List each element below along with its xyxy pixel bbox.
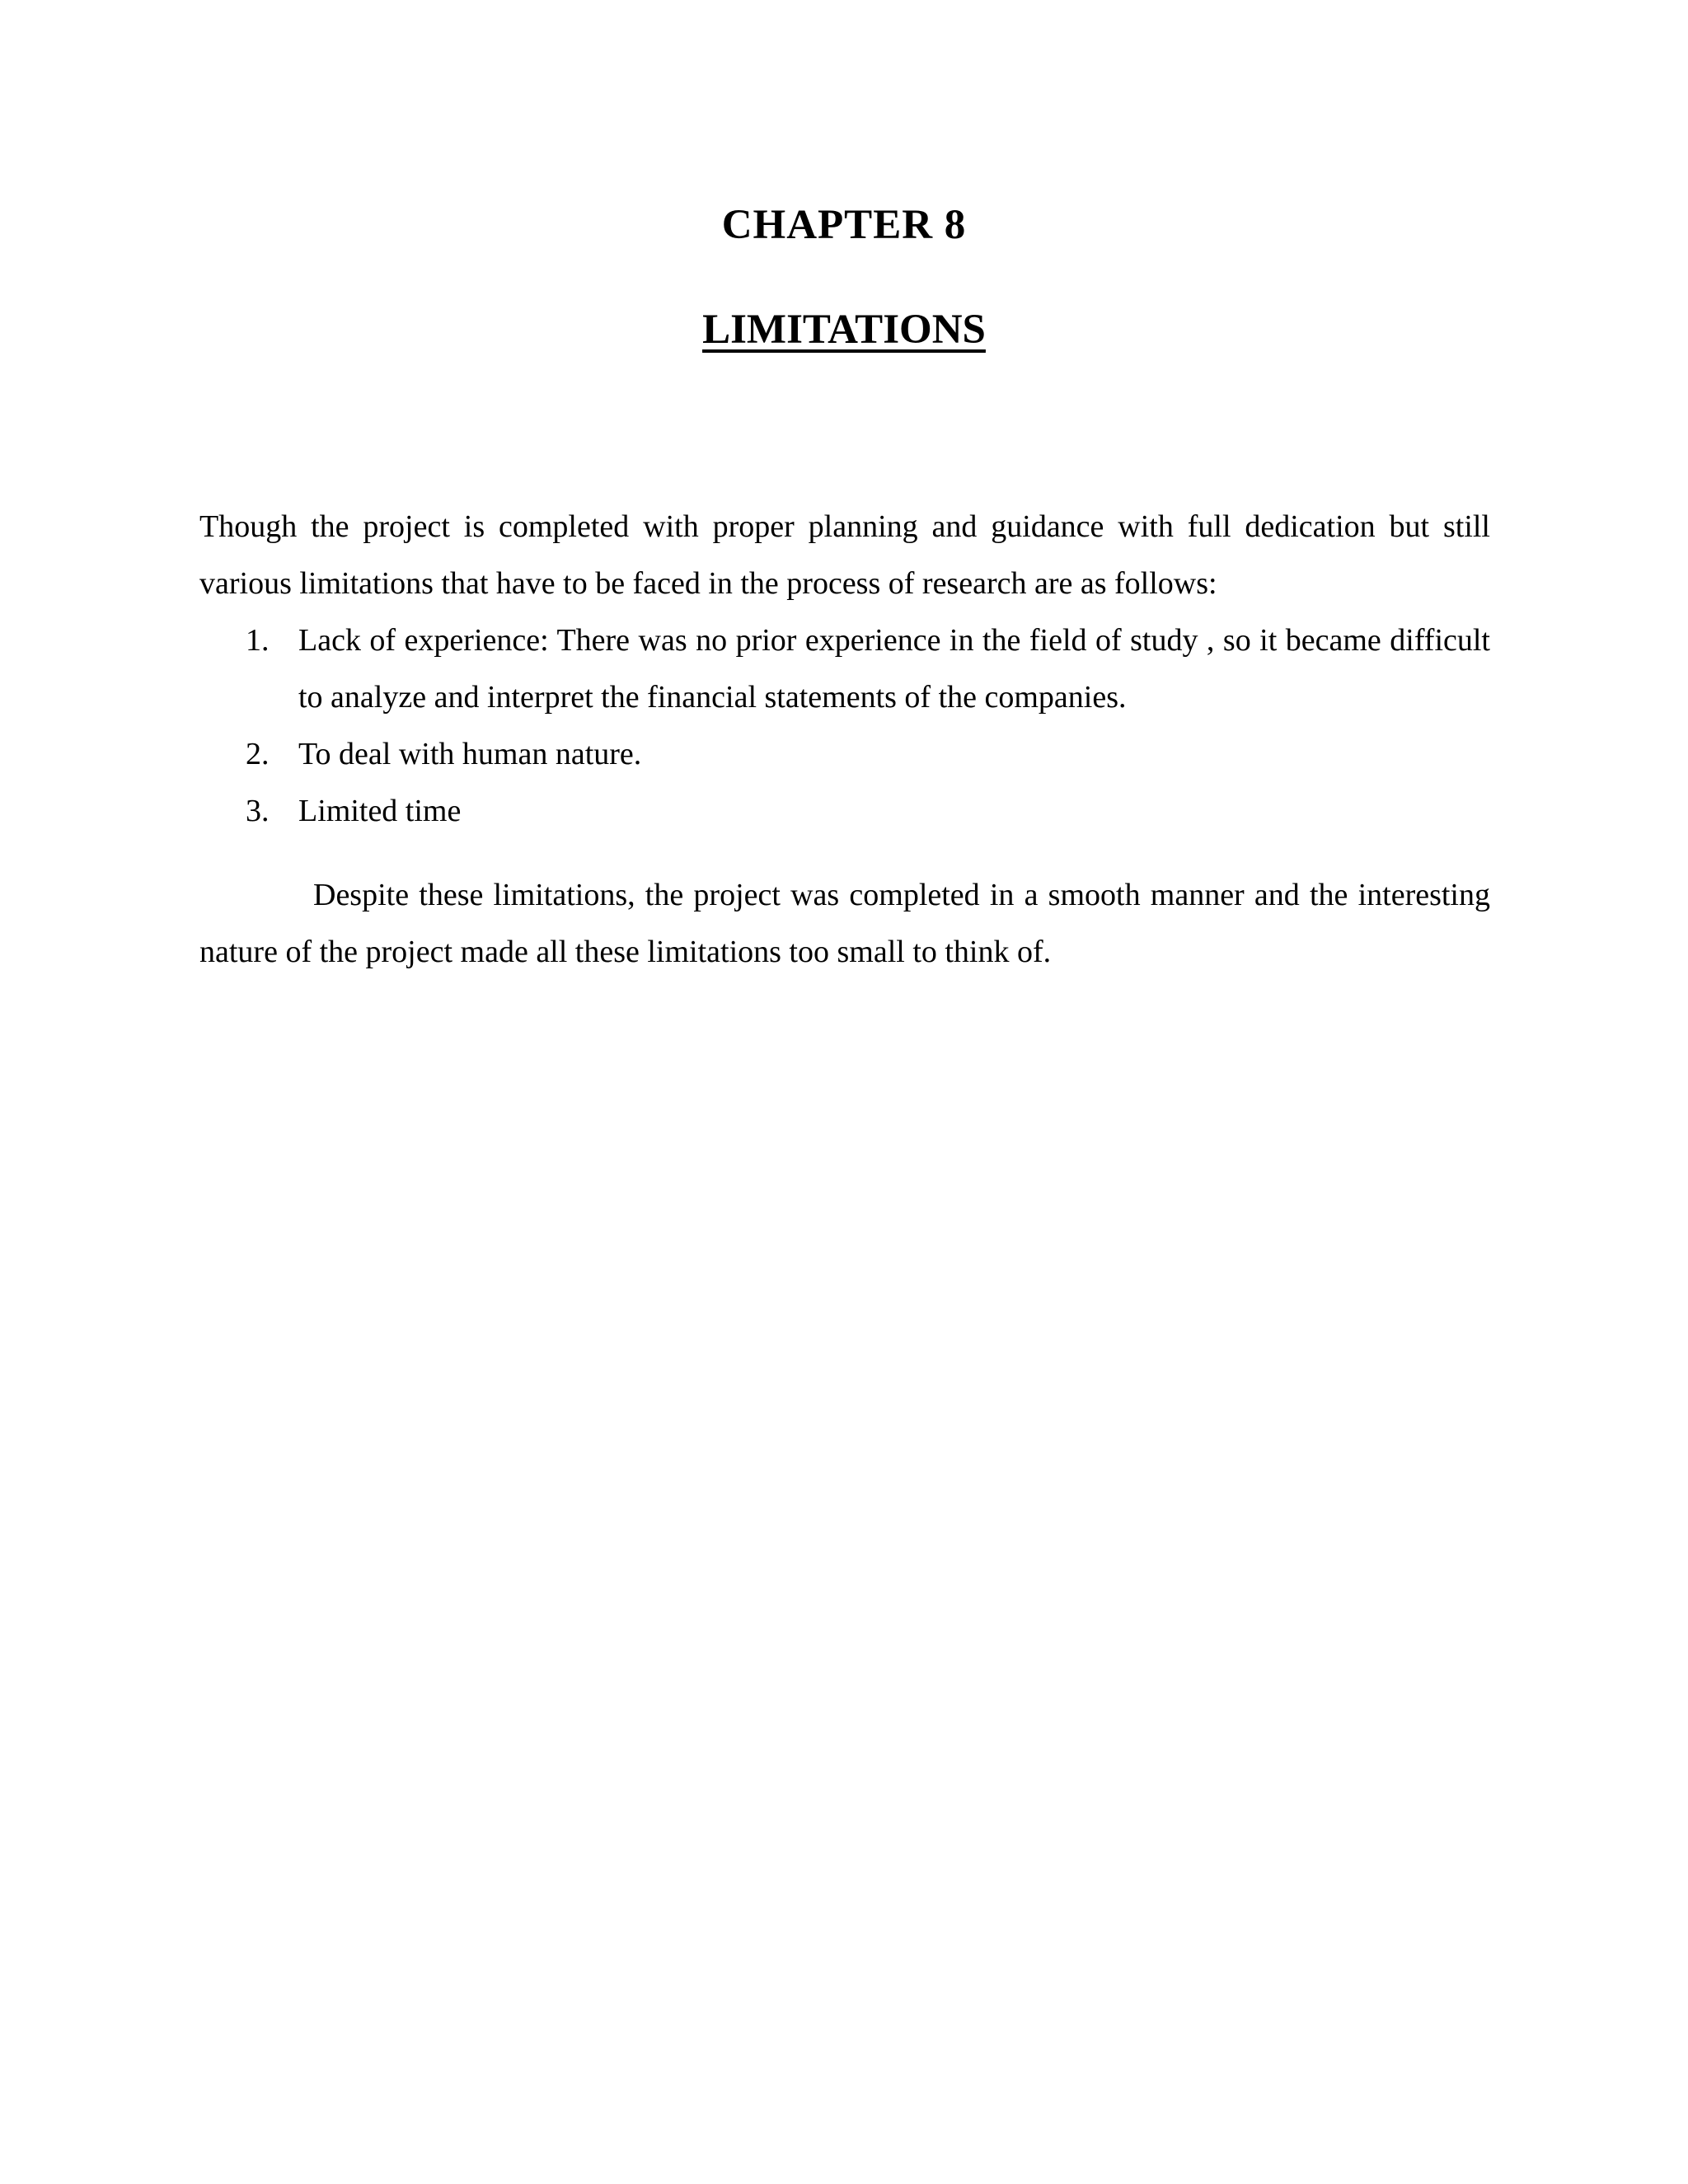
list-item [199,783,1490,840]
list-item [199,612,1490,726]
chapter-body [199,499,1490,981]
list-item-number: 1. [246,623,270,658]
list-item [199,726,1490,783]
conclusion-paragraph: Despite these limitations, the project was completed in a smooth manner and the interesting nature of the project made all these limitations too small to think of. [199,878,1490,969]
list-item-number: 3. [246,794,270,828]
chapter-number: CHAPTER 8 [721,202,967,248]
chapter-title-heading [0,301,1688,359]
list-item-text: Limited time [298,794,462,828]
list-item-text: Lack of experience: There was no prior experience in the field of study , so it became difficult to analyze and interpret the financial statements of the companies. [298,623,1490,715]
limitations-list [199,612,1490,840]
list-item-text: To deal with human nature. [298,737,642,771]
intro-paragraph: Though the project is completed with proper planning and guidance with full dedication but still various limitations that have to be faced in the process of research are as follows: [199,509,1490,601]
chapter-title: LIMITATIONS [702,307,986,353]
list-item-number: 2. [246,737,270,771]
